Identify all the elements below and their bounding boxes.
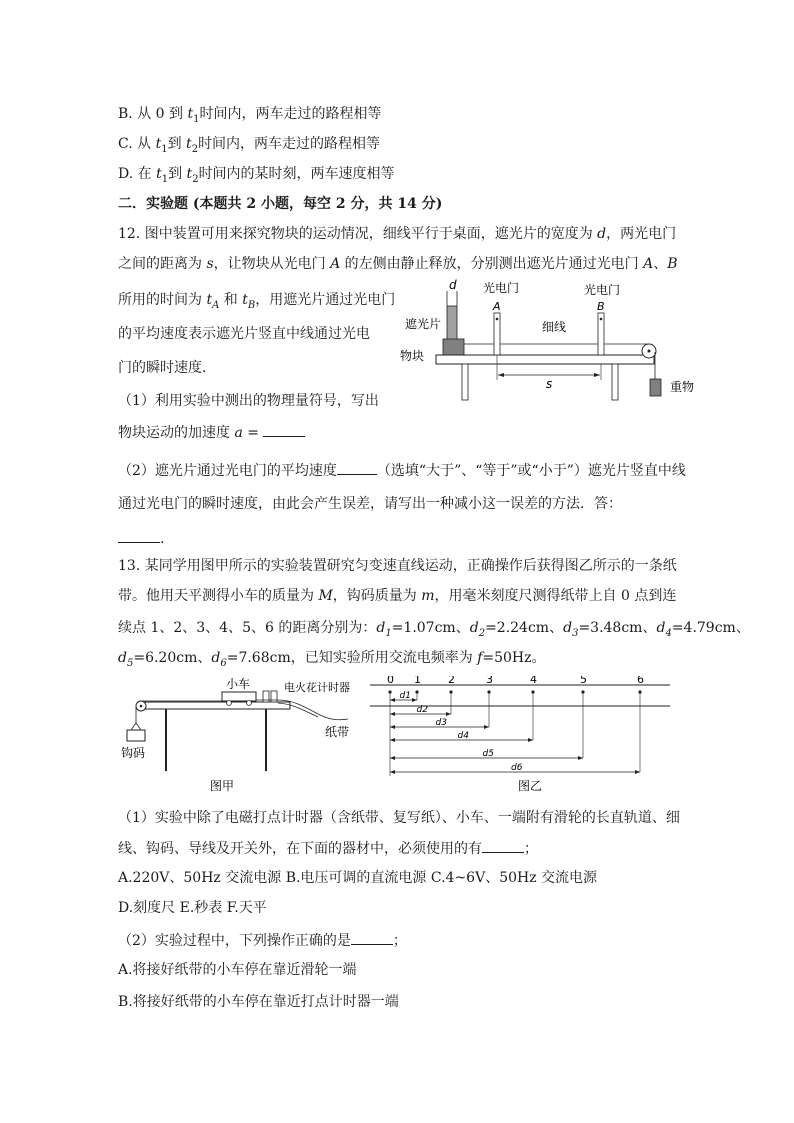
q13-p2: （2）实验过程中，下列操作正确的是	[118, 933, 351, 949]
t2: t	[186, 166, 193, 182]
d2-value: =2.24cm	[485, 620, 550, 636]
table-leg	[462, 364, 468, 400]
d1-value: =1.07cm	[391, 620, 456, 636]
hook-wire	[131, 723, 141, 730]
q12-part2-c	[118, 528, 164, 549]
q12-part1-b	[118, 422, 305, 443]
q13-line-2	[118, 586, 676, 606]
hook-weight	[127, 730, 145, 741]
fig-s-label: s	[546, 377, 553, 391]
d1-symbol: $d_1$	[376, 620, 392, 639]
d5-value: =6.20cm	[133, 650, 198, 666]
fig-A: A	[493, 300, 501, 313]
block	[443, 339, 464, 355]
pulley-axle	[648, 350, 651, 353]
q13-line-1: 13. 某同学用图甲所示的实验装置研究匀变速直线运动，正确操作后获得图乙所示的一条纸	[118, 558, 677, 574]
d4-symbol: $d_4$	[656, 620, 672, 639]
answer-blank-operation[interactable]	[351, 930, 393, 945]
table-top	[436, 355, 654, 364]
figure-yi	[370, 676, 690, 796]
fig-yi-caption: 图乙	[518, 779, 543, 793]
option-b-prefix: B. 从 0 到	[118, 106, 188, 122]
q12-line-4: 的平均速度表示遮光片竖直中线通过光电	[118, 326, 370, 342]
dim-label: d3	[435, 718, 447, 728]
q13-l2c: ，用毫米刻度尺测得纸带上自 0 点到连	[434, 588, 677, 604]
d6-symbol: $d_6$	[211, 650, 227, 669]
answer-blank-method[interactable]	[118, 528, 160, 543]
separator: 、	[653, 256, 668, 272]
arrow-head	[528, 738, 533, 742]
t1-sub: 1	[161, 143, 168, 155]
period: .	[160, 531, 165, 547]
t1: t	[156, 166, 162, 182]
q13-part2	[118, 930, 407, 951]
q12-l3b: ，用遮光片通过光电门	[255, 292, 396, 308]
symbol-A: A	[330, 256, 341, 272]
arrow-head	[635, 770, 640, 774]
symbol-s: s	[206, 256, 214, 272]
q12-l1a: 12. 图中装置可用来探究物块的运动情况，细线平行于桌面，遮光片的宽度为	[118, 226, 598, 242]
q13-l2b: ，钩码质量为	[332, 588, 422, 604]
q12-l2b: ，让物块从光电门	[213, 256, 331, 272]
q12-p1b: 物块运动的加速度	[118, 425, 235, 441]
d3-symbol: $d_3$	[563, 620, 579, 639]
tape-point-label: 2	[448, 676, 455, 686]
arrow-head	[390, 725, 395, 729]
q12-p2b: （选填“大于”、“等于”或“小于”）遮光片竖直中线	[376, 463, 686, 479]
t2-sub: 2	[192, 173, 199, 185]
gate-b-dot	[600, 318, 603, 321]
q13-option-b: B.将接好纸带的小车停在靠近打点计时器一端	[118, 994, 399, 1010]
table-leg	[612, 364, 618, 400]
option-d-mid: 到	[168, 166, 187, 182]
wheel	[247, 701, 252, 706]
q13-line-3: 续点 1、2、3、4、5、6 的距离分别为：$d_1=1.07cm$、$d_2=2.24cm$、$d_3=3.48cm$、$d_4=4.79cm$、	[118, 620, 750, 639]
freq-value: =50Hz。	[482, 650, 546, 666]
q12-l3a: 所用的时间为	[118, 292, 207, 308]
tape-point-label: 3	[486, 676, 493, 686]
symbol-d: d	[597, 226, 607, 242]
tB-sub: B	[247, 299, 256, 311]
d4-value: =4.79cm	[671, 620, 736, 636]
dim-label: d4	[457, 731, 469, 741]
t1-sub: 1	[193, 113, 200, 125]
q12-l1b: ，两光电门	[606, 226, 677, 242]
fig-weight-label: 重物	[670, 380, 695, 394]
freq-prefix: ，已知实验所用交流电频率为	[290, 650, 478, 666]
q12-l2a: 之间的距离为	[118, 256, 207, 272]
tape-point-label: 5	[580, 676, 587, 686]
pulley-axle	[140, 705, 143, 708]
arrow-head	[390, 770, 395, 774]
and: 和	[219, 292, 243, 308]
option-d-suffix: 时间内的某时刻，两车速度相等	[198, 166, 395, 182]
dim-label: d2	[416, 705, 428, 715]
q12-figure	[396, 278, 702, 408]
fig-gate-label-2: 光电门	[584, 283, 621, 297]
fig-car-label: 小车	[226, 677, 251, 691]
arrow-head	[446, 712, 451, 716]
q13-line-4: $d_5=6.20cm$、$d_6=7.68cm$，已知实验所用交流电频率为 f=50Hz。	[118, 650, 546, 669]
symbol-A: A	[643, 256, 654, 272]
t1-sub: 1	[161, 173, 169, 185]
t2: t	[186, 136, 192, 152]
semicolon: ；	[524, 841, 538, 857]
q12-line-5: 门的瞬时速度．	[118, 360, 216, 376]
arrow-head	[390, 738, 395, 742]
q12-p2a: （2）遮光片通过光电门的平均速度	[118, 463, 337, 479]
t1: t	[187, 106, 194, 122]
weight	[650, 379, 661, 396]
semicolon: ；	[392, 933, 407, 949]
symbol-tB: t	[242, 292, 248, 308]
option-c	[118, 134, 380, 160]
arrow-head	[412, 698, 417, 702]
tA-sub: A	[212, 299, 220, 311]
fig-d-label: d	[449, 278, 457, 292]
q12-part2-b: 通过光电门的瞬时速度，由此会产生误差，请写出一种减小这一误差的方法．答：	[118, 496, 622, 512]
option-c-prefix: C. 从	[118, 136, 156, 152]
symbol-f: f	[477, 650, 483, 666]
tape-point-label: 0	[387, 676, 394, 686]
gate-a-dot	[496, 318, 499, 321]
track	[138, 702, 290, 709]
arrow-head	[390, 712, 395, 716]
car	[222, 692, 256, 701]
option-d	[118, 164, 395, 190]
fig-block-label: 物块	[400, 349, 425, 363]
arrow-head	[390, 698, 395, 702]
q13-l2a: 带。他用天平测得小车的质量为	[118, 588, 319, 604]
symbol-a: a	[234, 425, 243, 441]
arrow-head	[484, 725, 489, 729]
fig-line-label: 细线	[542, 320, 567, 334]
wheel	[227, 701, 232, 706]
arrow-head	[390, 756, 395, 760]
answer-blank-compare[interactable]	[337, 460, 377, 475]
symbol-B: B	[667, 256, 678, 272]
option-c-mid: 到	[167, 136, 187, 152]
d6-value: =7.68cm	[226, 650, 291, 666]
figure-jia	[118, 676, 368, 796]
tape-point-label: 1	[414, 676, 421, 686]
option-b-suffix: 时间内，两车走过的路程相等	[199, 106, 382, 122]
arrow-head	[498, 373, 504, 377]
dim-label: d5	[482, 749, 494, 759]
fig-shade-label: 遮光片	[405, 317, 442, 331]
arrow-head	[594, 373, 600, 377]
q12-l2c: 的左侧由静止释放，分别测出遮光片通过光电门	[340, 256, 644, 272]
arrow-head	[578, 756, 583, 760]
tape-point-label: 6	[637, 676, 644, 686]
fig-hook-label: 钩码	[121, 746, 146, 760]
answer-blank-acceleration[interactable]	[263, 422, 305, 437]
dim-label: d1	[399, 691, 411, 701]
symbol-tA: t	[206, 292, 213, 308]
t2-sub: 2	[191, 143, 199, 155]
q12-part1-a: （1）利用实验中测出的物理量符号，写出	[118, 393, 379, 409]
q13-l3: 续点 1、2、3、4、5、6 的距离分别为：	[118, 620, 377, 636]
symbol-m: m	[421, 588, 435, 604]
fig-gate-label-1: 光电门	[483, 281, 520, 295]
fig-B: B	[597, 300, 605, 313]
section-title: 二．实验题 (本题共 2 小题，每空 2 分，共 14 分)	[118, 196, 443, 212]
q13-options-line-1: A.220V、50Hz 交流电源 B.电压可调的直流电源 C.4~6V、50Hz 交流电源	[118, 870, 598, 886]
q13-options-line-2: D.刻度尺 E.秒表 F.天平	[118, 900, 267, 916]
fig-timer-label: 电火花计时器	[284, 681, 350, 694]
option-c-suffix: 时间内，两车走过的路程相等	[198, 136, 381, 152]
symbol-M: M	[318, 588, 333, 604]
fig-jia-caption: 图甲	[210, 779, 235, 793]
t1: t	[155, 136, 162, 152]
q13-p1b: 线、钩码、导线及开关外，在下面的器材中，必须使用的有	[118, 841, 482, 857]
option-d-prefix: D. 在	[118, 166, 157, 182]
option-b	[118, 104, 381, 130]
tape-point-label: 4	[530, 676, 537, 686]
q13-part1-a: （1）实验中除了电磁打点计时器（含纸带、复写纸）、小车、一端附有滑轮的长直轨道、细	[118, 810, 680, 826]
q12-line-3	[118, 290, 395, 316]
q13-part1-b	[118, 838, 538, 859]
equals: =	[242, 425, 264, 441]
d3-value: =3.48cm	[578, 620, 643, 636]
shading-plate	[447, 306, 457, 340]
dim-label: d6	[511, 763, 523, 773]
q12-line-2	[118, 254, 678, 274]
answer-blank-equipment[interactable]	[482, 838, 524, 853]
q12-line-1	[118, 224, 676, 244]
q13-option-a: A.将接好纸带的小车停在靠近滑轮一端	[118, 962, 357, 978]
fig-tape-label: 纸带	[325, 725, 350, 739]
d2-symbol: $d_2$	[469, 620, 486, 639]
q12-part2-a	[118, 460, 686, 481]
d5-symbol: $d_5$	[118, 650, 134, 669]
